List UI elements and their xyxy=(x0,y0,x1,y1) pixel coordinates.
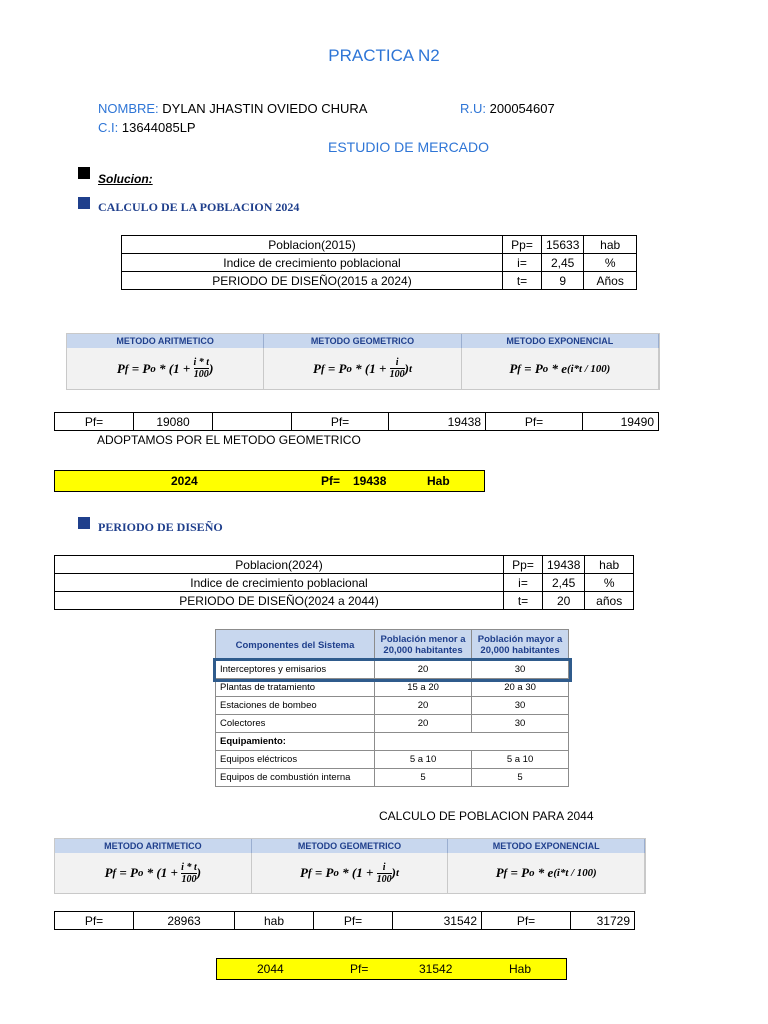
method-geometrico-heading: METODO GEOMETRICO xyxy=(252,839,449,853)
cell: 19438 xyxy=(543,556,585,574)
cell: Pf= xyxy=(55,413,134,431)
cell: Poblacion(2015) xyxy=(122,236,503,254)
cell: 9 xyxy=(542,272,584,290)
solucion-bullet xyxy=(78,166,90,184)
cell: Años xyxy=(584,272,637,290)
cell: Indice de crecimiento poblacional xyxy=(122,254,503,272)
cell xyxy=(472,733,569,751)
section1-title: CALCULO DE LA POBLACION 2024 xyxy=(98,200,300,214)
table-header-row xyxy=(216,630,569,661)
cell: hab xyxy=(235,912,314,930)
components-table xyxy=(215,629,569,787)
cell: Indice de crecimiento poblacional xyxy=(55,574,504,592)
table-row xyxy=(122,236,637,254)
cell: Pf= xyxy=(292,413,389,431)
cell: PERIODO DE DISEÑO(2015 a 2024) xyxy=(122,272,503,290)
column-header: Población menor a 20,000 habitantes xyxy=(375,630,472,661)
formula-exponencial: P f = P o * e (i*t / 100) xyxy=(462,348,659,389)
table-row xyxy=(55,556,634,574)
cell: i= xyxy=(503,254,542,272)
cell: Colectores xyxy=(216,715,375,733)
cell: 2,45 xyxy=(542,254,584,272)
cell: t= xyxy=(503,272,542,290)
formula-aritmetico: P f = P o * (1 + $\frac{i * t}{100}$ ) xyxy=(55,853,252,893)
cell: 20 xyxy=(375,661,472,679)
table-row xyxy=(55,912,635,930)
cell xyxy=(375,733,472,751)
cell: 19490 xyxy=(583,413,659,431)
method-exponencial-heading: METODO EXPONENCIAL xyxy=(448,839,645,853)
table-row xyxy=(216,751,569,769)
cell: 20 xyxy=(375,715,472,733)
cell: Pp= xyxy=(504,556,543,574)
cell: 5 xyxy=(375,769,472,787)
formula-aritmetico: P f = P o * (1 + $\frac{i * t}{100}$ ) xyxy=(67,348,264,389)
section2-title: PERIODO DE DISEÑO xyxy=(98,520,223,534)
formula-panel-1 xyxy=(66,333,660,390)
table-row xyxy=(55,413,659,431)
cell: Pf= xyxy=(55,912,134,930)
cell: Poblacion(2024) xyxy=(55,556,504,574)
table-row xyxy=(55,592,634,610)
cell: 31729 xyxy=(571,912,635,930)
cell: 20 xyxy=(375,697,472,715)
formula-geometrico: P f = P o * (1 + $\frac{i}{100}$ ) t xyxy=(252,853,449,893)
cell: 30 xyxy=(472,661,569,679)
cell: 15 a 20 xyxy=(375,679,472,697)
cell: PERIODO DE DISEÑO(2024 a 2044) xyxy=(55,592,504,610)
cell: 5 xyxy=(472,769,569,787)
cell xyxy=(213,413,292,431)
page-title: PRACTICA N2 xyxy=(328,46,440,65)
formula-exponencial: P f = P o * e (i*t / 100) xyxy=(448,853,645,893)
highlight-unit: Hab xyxy=(427,474,450,488)
cell: Plantas de tratamiento xyxy=(216,679,375,697)
cell: hab xyxy=(585,556,634,574)
cell: 31542 xyxy=(393,912,482,930)
ru-label: R.U: xyxy=(460,101,486,116)
highlight-year: 2024 xyxy=(171,474,198,488)
method-geometrico-heading: METODO GEOMETRICO xyxy=(264,334,461,348)
cell: 19438 xyxy=(389,413,486,431)
cell: 30 xyxy=(472,715,569,733)
cell: hab xyxy=(584,236,637,254)
table-row xyxy=(216,661,569,679)
table-row xyxy=(122,254,637,272)
cell: Pp= xyxy=(503,236,542,254)
cell: i= xyxy=(504,574,543,592)
table-row xyxy=(216,733,569,751)
cell: Equipos eléctricos xyxy=(216,751,375,769)
cell: 15633 xyxy=(542,236,584,254)
highlight-unit: Hab xyxy=(509,962,532,976)
table-row xyxy=(216,769,569,787)
nombre-line xyxy=(98,101,367,116)
cell: años xyxy=(585,592,634,610)
cell: Pf= xyxy=(314,912,393,930)
method-aritmetico-heading: METODO ARITMETICO xyxy=(67,334,264,348)
section1-bullet xyxy=(78,196,90,214)
nombre-value: DYLAN JHASTIN OVIEDO CHURA xyxy=(162,101,368,116)
highlight-year: 2044 xyxy=(257,962,284,976)
section1-data-table xyxy=(121,235,637,290)
table-row xyxy=(216,715,569,733)
column-header: Población mayor a 20,000 habitantes xyxy=(472,630,569,661)
highlight-2024 xyxy=(54,470,485,492)
ci-label: C.I: xyxy=(98,120,119,135)
cell: Equipos de combustión interna xyxy=(216,769,375,787)
table-row xyxy=(216,679,569,697)
highlight-pf-label: Pf= xyxy=(350,962,369,976)
section1-results-table xyxy=(54,412,659,431)
table-row xyxy=(55,574,634,592)
section2-results-table xyxy=(54,911,635,930)
highlight-pf-label: Pf= xyxy=(321,474,341,488)
formula-panel-2 xyxy=(54,838,646,894)
ru-line xyxy=(460,101,555,116)
highlight-value: 31542 xyxy=(419,962,453,976)
cell: Interceptores y emisarios xyxy=(216,661,375,679)
cell: % xyxy=(585,574,634,592)
cell: 20 a 30 xyxy=(472,679,569,697)
solucion-label: Solucion: xyxy=(98,172,153,186)
cell: 30 xyxy=(472,697,569,715)
ci-line xyxy=(98,120,196,135)
cell: 5 a 10 xyxy=(375,751,472,769)
cell: 28963 xyxy=(134,912,235,930)
cell: 19080 xyxy=(134,413,213,431)
table-row xyxy=(122,272,637,290)
subtitle: ESTUDIO DE MERCADO xyxy=(328,139,490,155)
nombre-label: NOMBRE: xyxy=(98,101,159,116)
calc-2044-title: CALCULO DE POBLACION PARA 2044 xyxy=(379,809,594,823)
formula-geometrico: P f = P o * (1 + $\frac{i}{100}$ ) t xyxy=(264,348,461,389)
method-aritmetico-heading: METODO ARITMETICO xyxy=(55,839,252,853)
method-exponencial-heading: METODO EXPONENCIAL xyxy=(462,334,659,348)
cell: 5 a 10 xyxy=(472,751,569,769)
adopt-text: ADOPTAMOS POR EL METODO GEOMETRICO xyxy=(97,433,361,447)
ru-value: 200054607 xyxy=(489,101,555,116)
cell: Estaciones de bombeo xyxy=(216,697,375,715)
table-row xyxy=(216,697,569,715)
cell: 20 xyxy=(543,592,585,610)
highlight-2044 xyxy=(216,958,567,980)
cell: t= xyxy=(504,592,543,610)
section2-data-table xyxy=(54,555,634,610)
highlight-value: 19438 xyxy=(353,474,387,488)
cell: 2,45 xyxy=(543,574,585,592)
cell: % xyxy=(584,254,637,272)
cell: Equipamiento: xyxy=(216,733,375,751)
section2-bullet xyxy=(78,516,90,534)
cell: Pf= xyxy=(482,912,571,930)
cell: Pf= xyxy=(486,413,583,431)
ci-value: 13644085LP xyxy=(121,120,196,135)
column-header: Componentes del Sistema xyxy=(216,630,375,661)
